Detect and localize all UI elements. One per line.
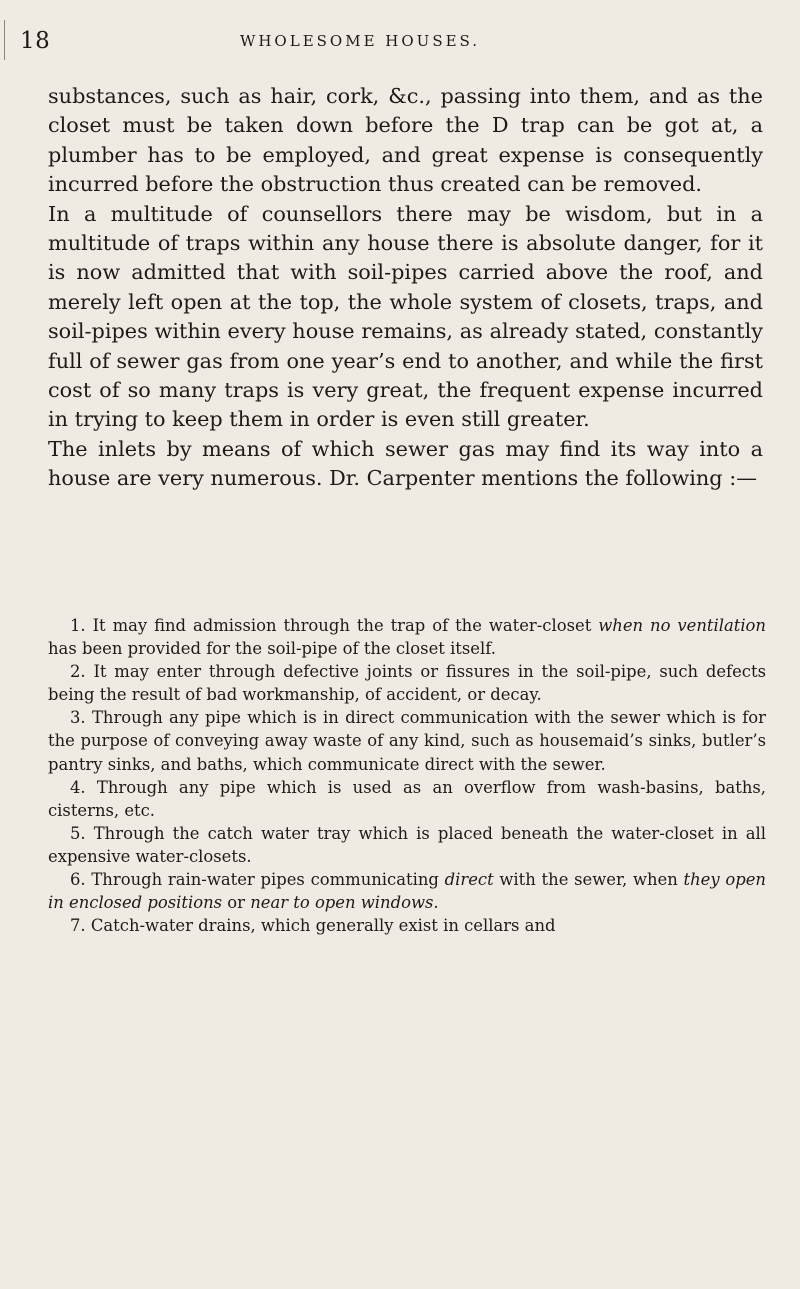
list-item [48,776,766,822]
page-gutter-line [4,20,5,60]
list-item-text: Catch-water drains, which generally exist in cellars and [90,916,556,936]
list-item-text: Through any pipe which is used as an overflow from wash-basins, baths, cisterns, etc. [48,777,766,820]
list-item-italic-text: direct [444,870,494,890]
paragraph-2: In a multitude of counsellors there may be wisdom, but in a multitude of traps within any house there is absolute danger, for it is now admitted that with soil-pipes carried above the roof, and merely left open at the top, the whole system of closets, traps, and soil-pipes within every house remains, as already stated, constantly full of sewer gas from one year’s end to another, and while the first cost of so many traps is very great, the frequent expense incurred in trying to keep them in order is even still greater. [48,201,763,432]
list-item [48,614,766,660]
list-item-italic-text: they open in enclosed positions [48,870,766,913]
list-item-number: 6. [70,870,86,890]
list-item-number: 2. [70,662,86,682]
list-item-number: 1. [70,616,86,635]
running-head: WHOLESOME HOUSES. [239,32,481,50]
list-item-italic-text: when no ventilation [598,616,766,635]
list-item-text: Through any pipe which is in direct communication with the sewer which is for the purpose of conveying away waste of any kind, such as housemaid’s sinks, butler’s pantry sinks, and baths, which communicate direct with the sewer. [48,708,766,774]
list-item-text: with the sewer, when [499,870,678,890]
list-item [48,868,766,914]
body-text [48,82,763,494]
list-item [48,706,766,775]
list-item-text: It may find admission through the trap of the water-closet [92,616,592,635]
list-item-text: It may enter through defective joints or fissures in the soil-pipe, such defects being the result of bad workmanship, of accident, or decay. [48,662,766,705]
list-item [48,914,766,937]
list-item [48,822,766,868]
inlet-list [48,614,766,937]
list-item-italic-text: near to open windows. [250,893,439,913]
list-item-number: 5. [70,823,86,843]
list-item-number: 7. [70,916,86,936]
page-header [20,28,700,68]
paragraph-1: substances, such as hair, cork, &c., passing into them, and as the closet must be taken down before the D trap can be got at, a plumber has to be employed, and great expense is consequently incurred before the obstruction thus created can be removed. [48,84,763,197]
list-item-text: Through rain-water pipes communicating [91,870,439,890]
paragraph-3: The inlets by means of which sewer gas may find its way into a house are very numerous. Dr. Carpenter mentions the following :— [48,436,763,491]
list-item-text: has been provided for the soil-pipe of the closet itself. [48,639,496,659]
list-item-text: or [227,893,245,913]
list-item-number: 4. [70,777,86,797]
list-item-text: Through the catch water tray which is placed beneath the water-closet in all expensive water-closets. [48,823,766,866]
list-item [48,660,766,706]
page-number: 18 [20,28,51,54]
list-item-number: 3. [70,708,86,728]
